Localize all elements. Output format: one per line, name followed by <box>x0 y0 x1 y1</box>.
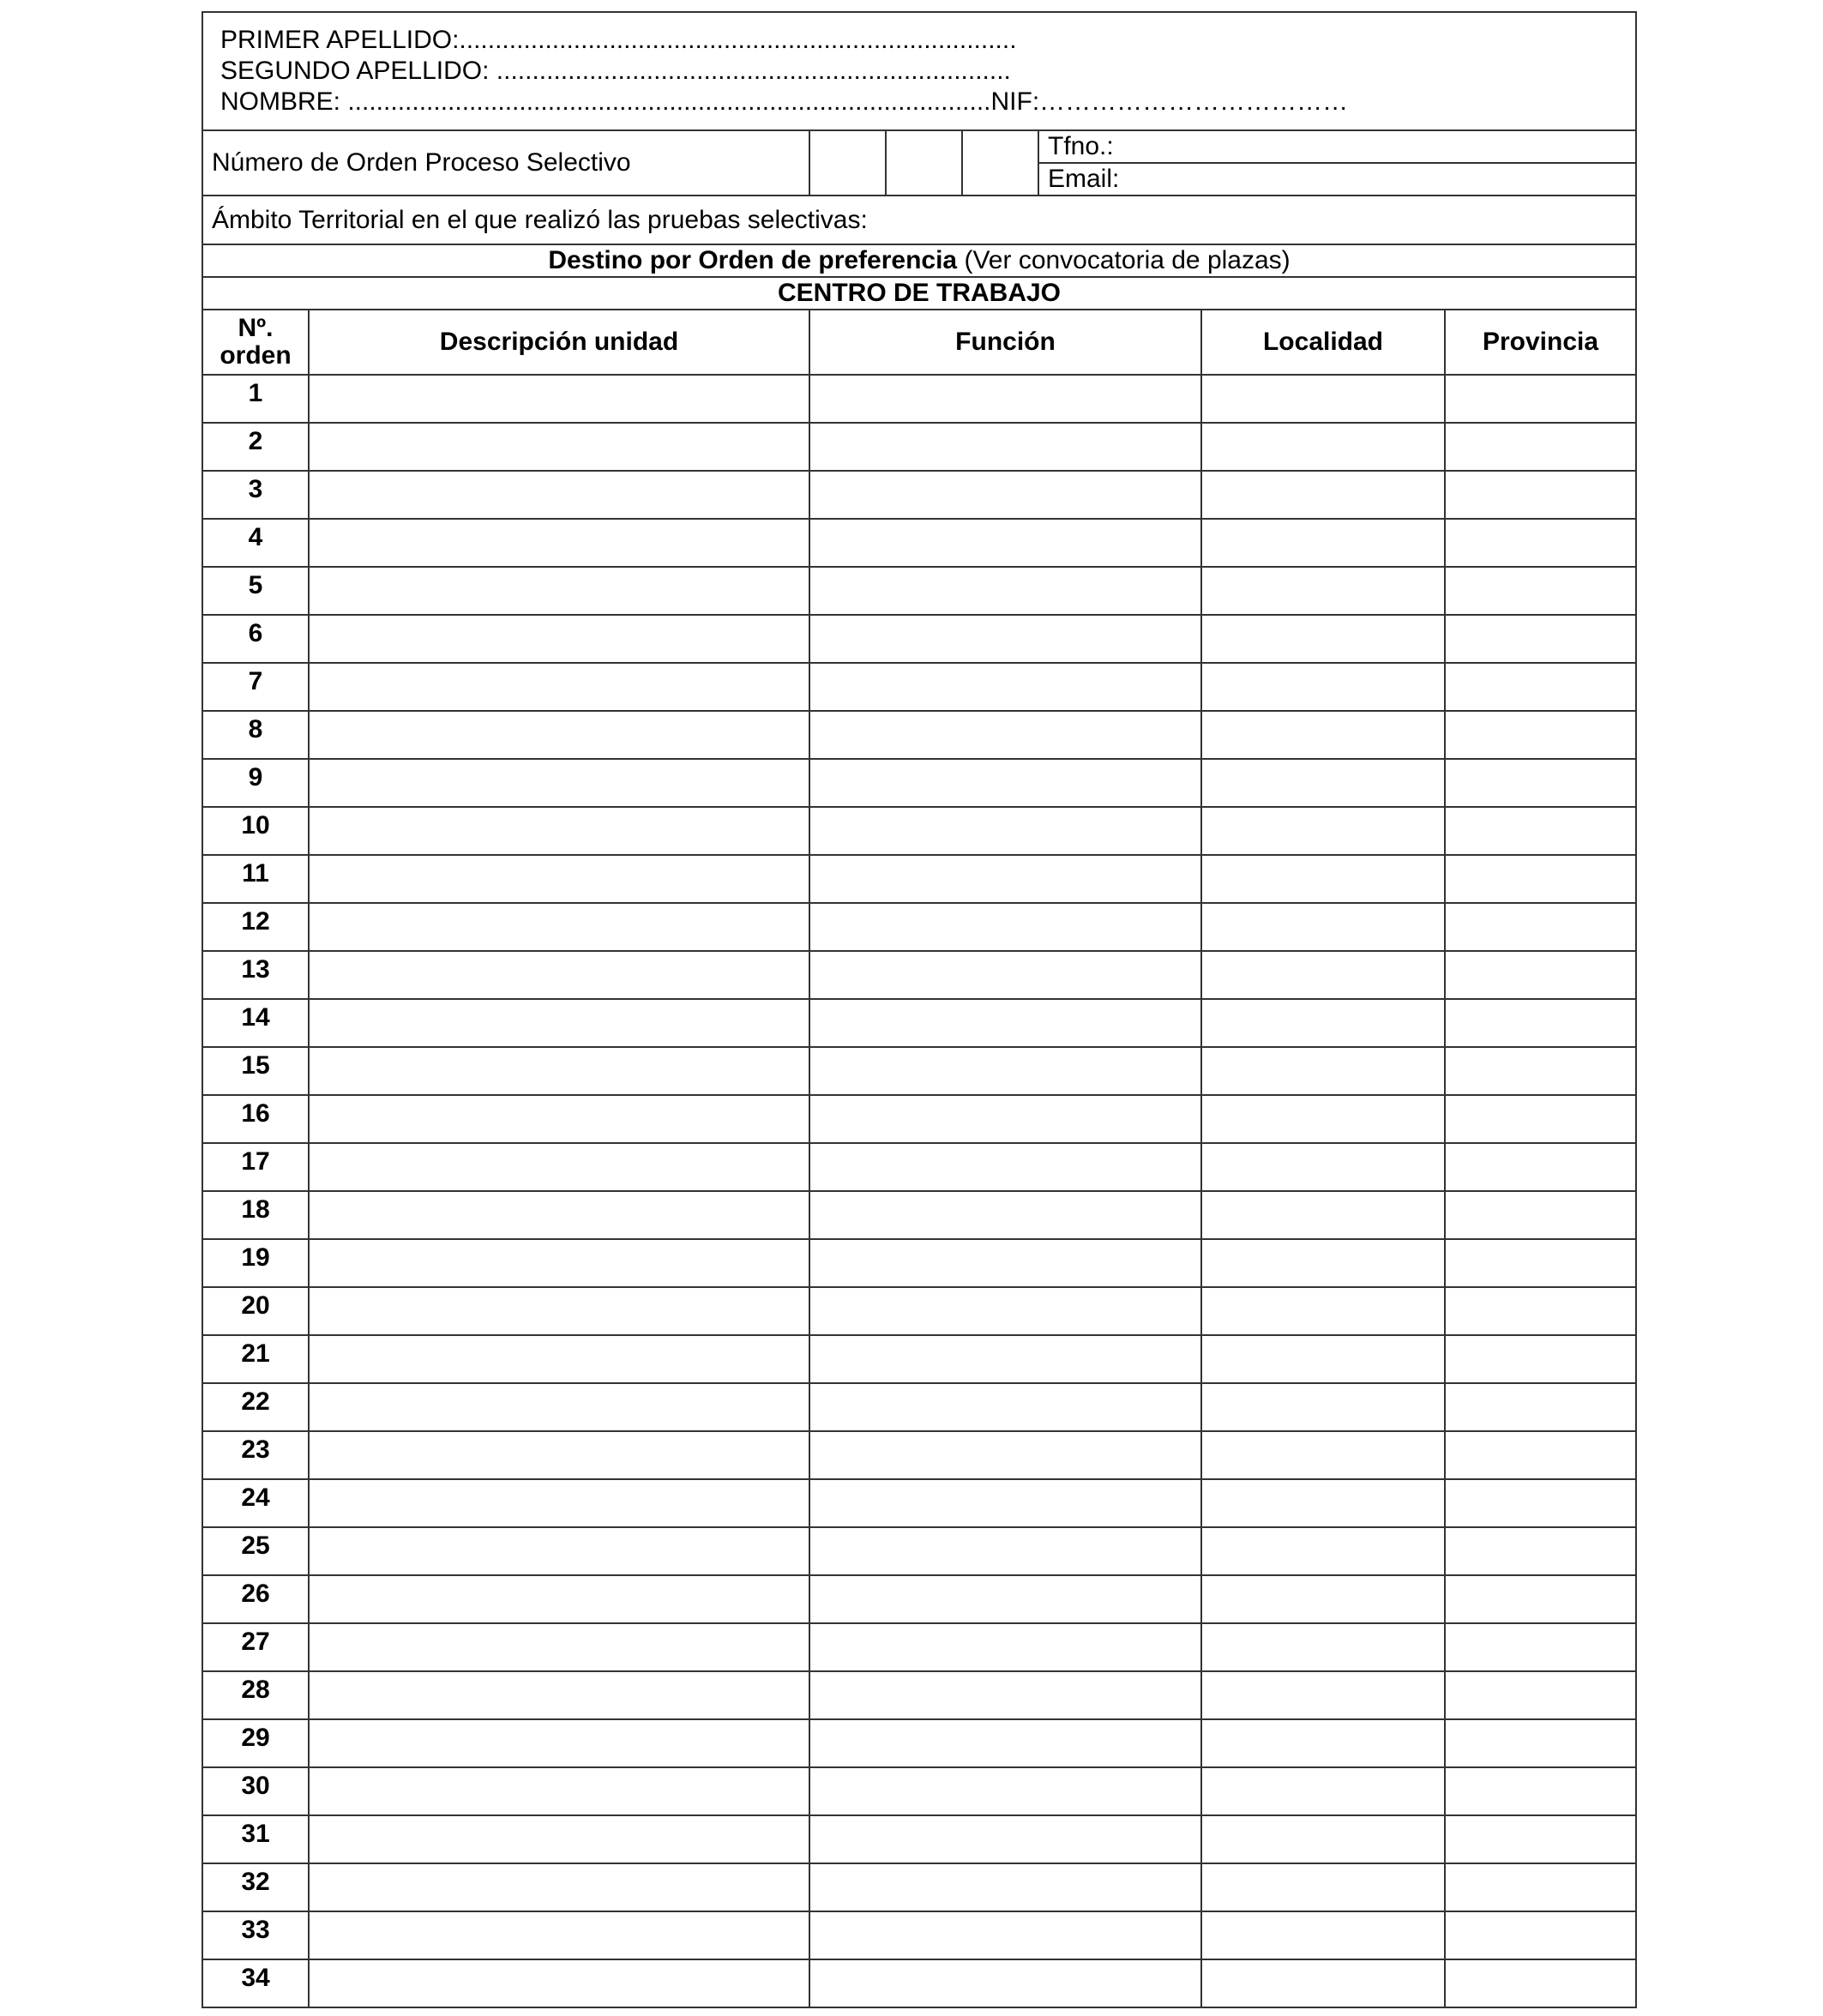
table-row <box>202 423 1636 471</box>
table-row <box>202 1767 1636 1815</box>
localidad-cell[interactable] <box>1201 615 1445 663</box>
table-row <box>202 1479 1636 1527</box>
localidad-cell[interactable] <box>1201 1479 1445 1527</box>
localidad-cell[interactable] <box>1201 951 1445 999</box>
provincia-cell[interactable] <box>1445 711 1636 759</box>
descripcion-cell[interactable] <box>309 1911 809 1959</box>
orden-box-3[interactable] <box>962 130 1038 196</box>
descripcion-cell[interactable] <box>309 567 809 615</box>
primer-apellido-field[interactable]: PRIMER APELLIDO:.............................................................................. <box>220 26 1017 54</box>
table-row <box>202 1623 1636 1671</box>
table-row <box>202 1239 1636 1287</box>
localidad-cell[interactable] <box>1201 1383 1445 1431</box>
funcion-cell[interactable] <box>809 663 1201 711</box>
table-row <box>202 1191 1636 1239</box>
table-row <box>202 1383 1636 1431</box>
provincia-cell[interactable] <box>1445 471 1636 519</box>
funcion-cell[interactable] <box>809 1335 1201 1383</box>
funcion-cell[interactable] <box>809 567 1201 615</box>
provincia-cell[interactable] <box>1445 1767 1636 1815</box>
row-number: 24 <box>202 1479 309 1527</box>
localidad-cell[interactable] <box>1201 1191 1445 1239</box>
localidad-cell[interactable] <box>1201 1143 1445 1191</box>
descripcion-cell[interactable] <box>309 1431 809 1479</box>
centro-trabajo-heading: CENTRO DE TRABAJO <box>202 277 1636 310</box>
table-row <box>202 1863 1636 1911</box>
provincia-cell[interactable] <box>1445 1719 1636 1767</box>
table-row <box>202 1719 1636 1767</box>
descripcion-cell[interactable] <box>309 1623 809 1671</box>
row-number: 17 <box>202 1143 309 1191</box>
provincia-cell[interactable] <box>1445 999 1636 1047</box>
destino-heading-bold: Destino por Orden de preferencia <box>548 246 958 274</box>
descripcion-cell[interactable] <box>309 759 809 807</box>
destino-heading <box>202 244 1636 277</box>
row-number: 23 <box>202 1431 309 1479</box>
localidad-cell[interactable] <box>1201 711 1445 759</box>
table-row <box>202 519 1636 567</box>
descripcion-cell[interactable] <box>309 423 809 471</box>
row-number: 19 <box>202 1239 309 1287</box>
funcion-cell[interactable] <box>809 471 1201 519</box>
funcion-cell[interactable] <box>809 615 1201 663</box>
numero-orden-label: Número de Orden Proceso Selectivo <box>202 130 809 196</box>
funcion-cell[interactable] <box>809 759 1201 807</box>
provincia-cell[interactable] <box>1445 1527 1636 1575</box>
funcion-cell[interactable] <box>809 1815 1201 1863</box>
row-number: 8 <box>202 711 309 759</box>
localidad-cell[interactable] <box>1201 1959 1445 2007</box>
funcion-cell[interactable] <box>809 1143 1201 1191</box>
provincia-cell[interactable] <box>1445 1911 1636 1959</box>
localidad-cell[interactable] <box>1201 519 1445 567</box>
row-number: 4 <box>202 519 309 567</box>
provincia-cell[interactable] <box>1445 807 1636 855</box>
localidad-cell[interactable] <box>1201 1335 1445 1383</box>
table-row <box>202 615 1636 663</box>
funcion-cell[interactable] <box>809 1767 1201 1815</box>
provincia-cell[interactable] <box>1445 663 1636 711</box>
provincia-cell[interactable] <box>1445 1623 1636 1671</box>
descripcion-cell[interactable] <box>309 1095 809 1143</box>
ambito-territorial-field[interactable]: Ámbito Territorial en el que realizó las pruebas selectivas: <box>202 196 1636 244</box>
table-row <box>202 951 1636 999</box>
row-number: 13 <box>202 951 309 999</box>
funcion-cell[interactable] <box>809 375 1201 423</box>
tfno-field[interactable]: Tfno.: <box>1038 130 1636 163</box>
funcion-cell[interactable] <box>809 1863 1201 1911</box>
descripcion-cell[interactable] <box>309 1239 809 1287</box>
row-number: 12 <box>202 903 309 951</box>
row-number: 9 <box>202 759 309 807</box>
provincia-cell[interactable] <box>1445 1815 1636 1863</box>
row-number: 22 <box>202 1383 309 1431</box>
localidad-cell[interactable] <box>1201 1623 1445 1671</box>
descripcion-cell[interactable] <box>309 903 809 951</box>
funcion-cell[interactable] <box>809 951 1201 999</box>
nombre-nif-field[interactable]: NOMBRE: ..........................................................................................NIF:……………………………… <box>220 87 1349 116</box>
localidad-cell[interactable] <box>1201 1767 1445 1815</box>
descripcion-cell[interactable] <box>309 1047 809 1095</box>
row-number: 11 <box>202 855 309 903</box>
provincia-cell[interactable] <box>1445 519 1636 567</box>
row-number: 20 <box>202 1287 309 1335</box>
localidad-cell[interactable] <box>1201 567 1445 615</box>
descripcion-cell[interactable] <box>309 999 809 1047</box>
funcion-cell[interactable] <box>809 903 1201 951</box>
funcion-cell[interactable] <box>809 1287 1201 1335</box>
row-number: 1 <box>202 375 309 423</box>
descripcion-cell[interactable] <box>309 855 809 903</box>
descripcion-cell[interactable] <box>309 615 809 663</box>
table-row <box>202 807 1636 855</box>
localidad-cell[interactable] <box>1201 1575 1445 1623</box>
funcion-cell[interactable] <box>809 1671 1201 1719</box>
provincia-cell[interactable] <box>1445 1431 1636 1479</box>
descripcion-cell[interactable] <box>309 1719 809 1767</box>
descripcion-cell[interactable] <box>309 1335 809 1383</box>
localidad-cell[interactable] <box>1201 1719 1445 1767</box>
table-row <box>202 759 1636 807</box>
table-row <box>202 1911 1636 1959</box>
descripcion-cell[interactable] <box>309 1575 809 1623</box>
row-number: 5 <box>202 567 309 615</box>
col-header-provincia: Provincia <box>1445 310 1636 375</box>
col-header-num-orden <box>202 310 309 375</box>
funcion-cell[interactable] <box>809 1239 1201 1287</box>
provincia-cell[interactable] <box>1445 1191 1636 1239</box>
row-number: 29 <box>202 1719 309 1767</box>
table-row <box>202 1335 1636 1383</box>
table-row <box>202 1431 1636 1479</box>
funcion-cell[interactable] <box>809 423 1201 471</box>
descripcion-cell[interactable] <box>309 1287 809 1335</box>
funcion-cell[interactable] <box>809 1959 1201 2007</box>
table-row <box>202 1671 1636 1719</box>
funcion-cell[interactable] <box>809 1095 1201 1143</box>
orden-box-1[interactable] <box>809 130 886 196</box>
descripcion-cell[interactable] <box>309 951 809 999</box>
localidad-cell[interactable] <box>1201 471 1445 519</box>
provincia-cell[interactable] <box>1445 423 1636 471</box>
row-number: 7 <box>202 663 309 711</box>
descripcion-cell[interactable] <box>309 663 809 711</box>
email-field[interactable]: Email: <box>1038 163 1636 196</box>
descripcion-cell[interactable] <box>309 711 809 759</box>
row-number: 18 <box>202 1191 309 1239</box>
orden-box-2[interactable] <box>886 130 962 196</box>
localidad-cell[interactable] <box>1201 1287 1445 1335</box>
table-row <box>202 1815 1636 1863</box>
localidad-cell[interactable] <box>1201 1863 1445 1911</box>
funcion-cell[interactable] <box>809 711 1201 759</box>
funcion-cell[interactable] <box>809 1431 1201 1479</box>
funcion-cell[interactable] <box>809 1575 1201 1623</box>
funcion-cell[interactable] <box>809 1719 1201 1767</box>
descripcion-cell[interactable] <box>309 1527 809 1575</box>
provincia-cell[interactable] <box>1445 1671 1636 1719</box>
row-number: 14 <box>202 999 309 1047</box>
provincia-cell[interactable] <box>1445 1959 1636 2007</box>
row-number: 26 <box>202 1575 309 1623</box>
descripcion-cell[interactable] <box>309 375 809 423</box>
provincia-cell[interactable] <box>1445 903 1636 951</box>
funcion-cell[interactable] <box>809 1047 1201 1095</box>
table-row <box>202 663 1636 711</box>
localidad-cell[interactable] <box>1201 1911 1445 1959</box>
provincia-cell[interactable] <box>1445 1863 1636 1911</box>
table-row <box>202 1527 1636 1575</box>
localidad-cell[interactable] <box>1201 1047 1445 1095</box>
table-row <box>202 711 1636 759</box>
personal-data-block <box>202 12 1636 130</box>
provincia-cell[interactable] <box>1445 1575 1636 1623</box>
funcion-cell[interactable] <box>809 1191 1201 1239</box>
row-number: 3 <box>202 471 309 519</box>
funcion-cell[interactable] <box>809 1623 1201 1671</box>
descripcion-cell[interactable] <box>309 519 809 567</box>
localidad-cell[interactable] <box>1201 375 1445 423</box>
descripcion-cell[interactable] <box>309 1479 809 1527</box>
table-row <box>202 1287 1636 1335</box>
table-row <box>202 1143 1636 1191</box>
funcion-cell[interactable] <box>809 807 1201 855</box>
row-number: 21 <box>202 1335 309 1383</box>
descripcion-cell[interactable] <box>309 1815 809 1863</box>
form-table <box>202 11 1637 2008</box>
funcion-cell[interactable] <box>809 1527 1201 1575</box>
row-number: 33 <box>202 1911 309 1959</box>
col-header-num-line2: orden <box>220 341 292 370</box>
localidad-cell[interactable] <box>1201 663 1445 711</box>
row-number: 10 <box>202 807 309 855</box>
descripcion-cell[interactable] <box>309 1767 809 1815</box>
table-row <box>202 855 1636 903</box>
localidad-cell[interactable] <box>1201 855 1445 903</box>
provincia-cell[interactable] <box>1445 1239 1636 1287</box>
table-row <box>202 1575 1636 1623</box>
descripcion-cell[interactable] <box>309 1863 809 1911</box>
table-row <box>202 1095 1636 1143</box>
localidad-cell[interactable] <box>1201 1239 1445 1287</box>
row-number: 32 <box>202 1863 309 1911</box>
destino-heading-note: (Ver convocatoria de plazas) <box>957 246 1291 274</box>
localidad-cell[interactable] <box>1201 1671 1445 1719</box>
provincia-cell[interactable] <box>1445 1479 1636 1527</box>
funcion-cell[interactable] <box>809 1383 1201 1431</box>
row-number: 6 <box>202 615 309 663</box>
segundo-apellido-field[interactable]: SEGUNDO APELLIDO: ........................................................................ <box>220 57 1011 85</box>
provincia-cell[interactable] <box>1445 1143 1636 1191</box>
col-header-localidad: Localidad <box>1201 310 1445 375</box>
localidad-cell[interactable] <box>1201 807 1445 855</box>
provincia-cell[interactable] <box>1445 567 1636 615</box>
provincia-cell[interactable] <box>1445 759 1636 807</box>
table-row <box>202 903 1636 951</box>
funcion-cell[interactable] <box>809 1479 1201 1527</box>
table-row <box>202 471 1636 519</box>
descripcion-cell[interactable] <box>309 1143 809 1191</box>
localidad-cell[interactable] <box>1201 1527 1445 1575</box>
provincia-cell[interactable] <box>1445 1335 1636 1383</box>
table-row <box>202 375 1636 423</box>
table-row <box>202 1047 1636 1095</box>
row-number: 25 <box>202 1527 309 1575</box>
descripcion-cell[interactable] <box>309 1191 809 1239</box>
row-number: 28 <box>202 1671 309 1719</box>
provincia-cell[interactable] <box>1445 1383 1636 1431</box>
row-number: 16 <box>202 1095 309 1143</box>
row-number: 2 <box>202 423 309 471</box>
row-number: 31 <box>202 1815 309 1863</box>
provincia-cell[interactable] <box>1445 1095 1636 1143</box>
provincia-cell[interactable] <box>1445 375 1636 423</box>
row-number: 34 <box>202 1959 309 2007</box>
table-row <box>202 999 1636 1047</box>
provincia-cell[interactable] <box>1445 951 1636 999</box>
row-number: 30 <box>202 1767 309 1815</box>
descripcion-cell[interactable] <box>309 1383 809 1431</box>
provincia-cell[interactable] <box>1445 1047 1636 1095</box>
localidad-cell[interactable] <box>1201 423 1445 471</box>
descripcion-cell[interactable] <box>309 1959 809 2007</box>
funcion-cell[interactable] <box>809 855 1201 903</box>
provincia-cell[interactable] <box>1445 855 1636 903</box>
funcion-cell[interactable] <box>809 519 1201 567</box>
preference-form <box>202 11 1635 2008</box>
table-row <box>202 1959 1636 2007</box>
col-header-funcion: Función <box>809 310 1201 375</box>
provincia-cell[interactable] <box>1445 615 1636 663</box>
descripcion-cell[interactable] <box>309 807 809 855</box>
localidad-cell[interactable] <box>1201 1431 1445 1479</box>
funcion-cell[interactable] <box>809 1911 1201 1959</box>
localidad-cell[interactable] <box>1201 1815 1445 1863</box>
col-header-descripcion: Descripción unidad <box>309 310 809 375</box>
descripcion-cell[interactable] <box>309 471 809 519</box>
localidad-cell[interactable] <box>1201 999 1445 1047</box>
table-row <box>202 567 1636 615</box>
row-number: 15 <box>202 1047 309 1095</box>
row-number: 27 <box>202 1623 309 1671</box>
localidad-cell[interactable] <box>1201 759 1445 807</box>
funcion-cell[interactable] <box>809 999 1201 1047</box>
provincia-cell[interactable] <box>1445 1287 1636 1335</box>
col-header-num-line1: Nº. <box>238 314 274 342</box>
localidad-cell[interactable] <box>1201 1095 1445 1143</box>
descripcion-cell[interactable] <box>309 1671 809 1719</box>
localidad-cell[interactable] <box>1201 903 1445 951</box>
